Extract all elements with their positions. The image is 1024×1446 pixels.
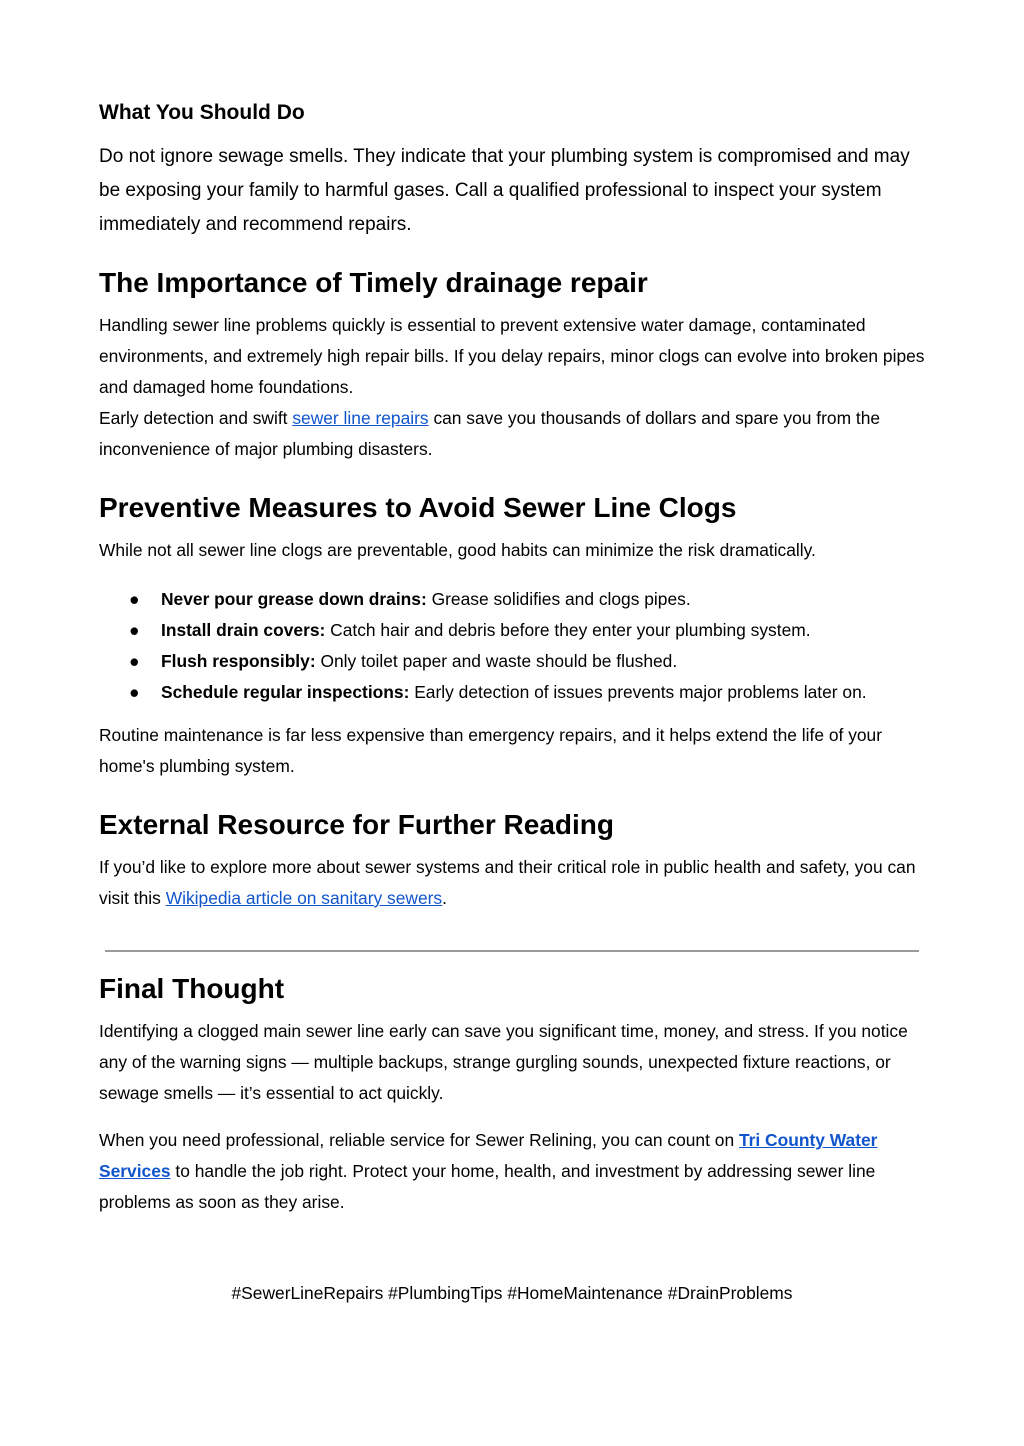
list-item-bold: Never pour grease down drains: (161, 589, 427, 609)
list-item (99, 677, 925, 708)
bullet-icon: ● (129, 682, 140, 702)
list-item-text: Early detection of issues prevents major problems later on. (409, 682, 867, 702)
importance-paragraph-2 (99, 403, 925, 465)
preventive-outro: Routine maintenance is far less expensive than emergency repairs, and it helps extend the life of your home's plumbing system. (99, 725, 883, 776)
preventive-intro: While not all sewer line clogs are preventable, good habits can minimize the risk dramatically. (99, 540, 816, 560)
document-page (99, 98, 925, 1218)
external-resource-paragraph (99, 852, 925, 914)
wikipedia-link[interactable]: Wikipedia article on sanitary sewers (165, 888, 443, 908)
final-text-after: to handle the job right. Protect your home, health, and investment by addressing sewer line problems as soon as they arise. (99, 1161, 876, 1212)
sewer-line-repairs-link[interactable]: sewer line repairs (292, 408, 429, 428)
tri-county-water-services-link[interactable]: Tri County Water Services (99, 1130, 878, 1181)
list-item-text: Only toilet paper and waste should be flushed. (315, 651, 678, 671)
preventive-list (99, 584, 925, 708)
list-item-text: Grease solidifies and clogs pipes. (426, 589, 691, 609)
bullet-icon: ● (129, 589, 140, 609)
final-text-before: When you need professional, reliable service for Sewer Relining, you can count on (99, 1130, 739, 1150)
importance-paragraph-1: Handling sewer line problems quickly is essential to prevent extensive water damage, contaminated environments, and extremely high repair bills. If you delay repairs, minor clogs can evolve into broken pipes and damaged home foundations. (99, 315, 925, 397)
bullet-icon: ● (129, 651, 140, 671)
list-item-bold: Schedule regular inspections: (161, 682, 410, 702)
final-paragraph-1: Identifying a clogged main sewer line early can save you significant time, money, and stress. If you notice any of the warning signs — multiple backups, strange gurgling sounds, unexpected fixture reactions, or sewage smells — it’s essential to act quickly. (99, 1021, 908, 1103)
preventive-section (99, 535, 925, 782)
external-resource-heading: External Resource for Further Reading (99, 809, 615, 840)
list-item (99, 646, 925, 677)
list-item-bold: Flush responsibly: (161, 651, 316, 671)
preventive-heading: Preventive Measures to Avoid Sewer Line Clogs (99, 492, 737, 523)
list-item (99, 584, 925, 615)
list-item (99, 615, 925, 646)
what-you-should-do-text: Do not ignore sewage smells. They indicate that your plumbing system is compromised and may be exposing your family to harmful gases. Call a qualified professional to inspect your system immediately and recommend repairs. (99, 146, 910, 235)
external-text-before: If you’d like to explore more about sewer systems and their critical role in public health and safety, you can visit this (99, 857, 916, 908)
horizontal-divider (105, 950, 919, 952)
importance-heading: The Importance of Timely drainage repair (99, 267, 648, 298)
list-item-bold: Install drain covers: (161, 620, 326, 640)
importance-section (99, 310, 925, 465)
importance-text-before: Early detection and swift (99, 408, 293, 428)
bullet-icon: ● (129, 620, 140, 640)
final-paragraph-2 (99, 1125, 925, 1218)
final-thought-heading: Final Thought (99, 973, 285, 1004)
list-item-text: Catch hair and debris before they enter your plumbing system. (325, 620, 811, 640)
importance-text-after: can save you thousands of dollars and spare you from the inconvenience of major plumbing disasters. (99, 408, 881, 459)
hashtags: #SewerLineRepairs #PlumbingTips #HomeMaintenance #DrainProblems (231, 1283, 793, 1303)
external-text-after: . (442, 888, 447, 908)
what-you-should-do-heading: What You Should Do (99, 101, 305, 124)
